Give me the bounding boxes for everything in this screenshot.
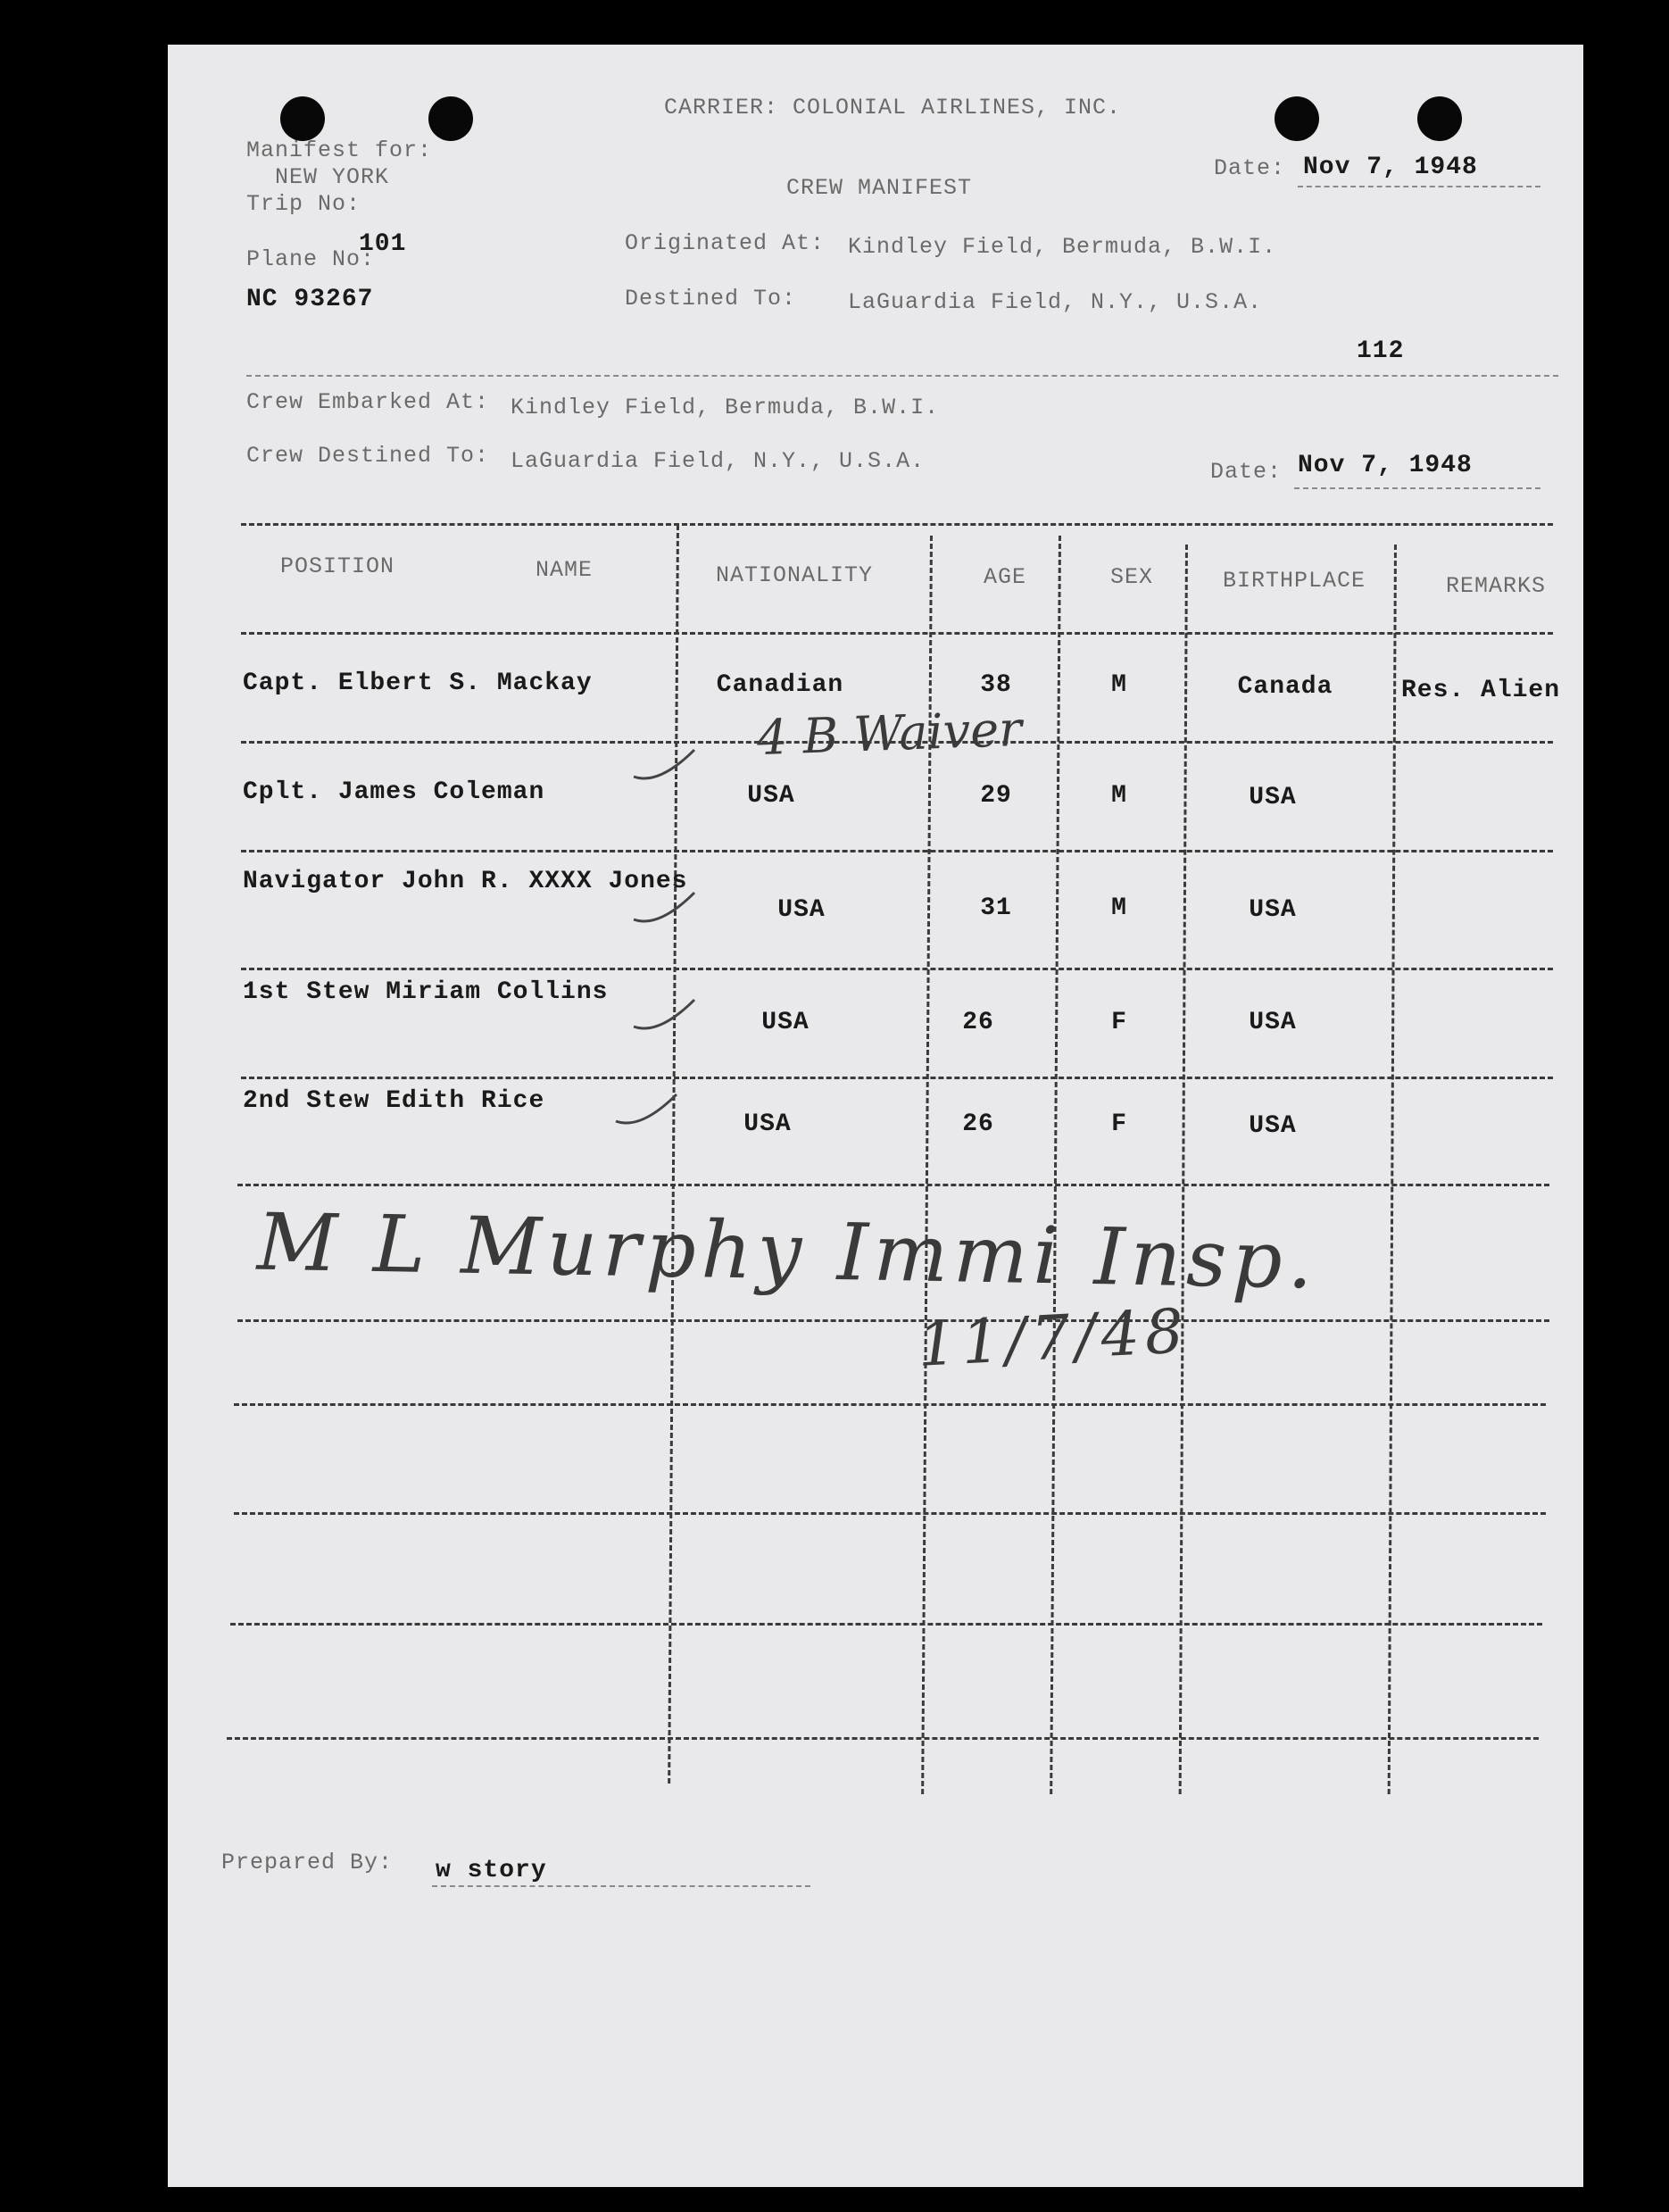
crew-destined-label: Crew Destined To:: [246, 443, 490, 469]
punch-hole-left-1: [280, 96, 325, 141]
check-mark: [614, 1085, 685, 1139]
check-mark: [632, 884, 703, 937]
crew-position-name: 2nd Stew Edith Rice: [243, 1087, 545, 1115]
aircraft-registration: NC 93267: [246, 286, 374, 313]
crew-age: 26: [962, 1009, 994, 1036]
col-divider-birthplace: [1179, 545, 1188, 1794]
punch-hole-right-2: [1417, 96, 1462, 141]
row-rule-4: [241, 1077, 1553, 1079]
prepared-by-underline: [432, 1885, 810, 1887]
crew-position-name: Capt. Elbert S. Mackay: [243, 669, 593, 697]
col-header-birthplace: BIRTHPLACE: [1222, 568, 1366, 594]
plane-no-label: Plane No:: [246, 246, 376, 272]
crew-birthplace: Canada: [1237, 673, 1333, 701]
crew-position-name: 1st Stew Miriam Collins: [243, 978, 609, 1006]
plane-no-value: 101: [359, 230, 407, 258]
row-rule-8: [234, 1512, 1546, 1515]
crew-nationality: USA: [743, 1110, 792, 1138]
col-header-sex: SEX: [1109, 564, 1154, 590]
col-header-remarks: REMARKS: [1445, 573, 1547, 599]
page-number: 112: [1357, 337, 1405, 365]
table-header-rule: [241, 632, 1553, 635]
row-rule-7: [234, 1403, 1546, 1406]
col-divider-sex: [1050, 536, 1061, 1794]
header-date-label: Date:: [1214, 155, 1286, 181]
crew-embarked-label: Crew Embarked At:: [246, 389, 490, 415]
waiver-note: 4 B Waiver: [755, 700, 1023, 767]
col-header-position: POSITION: [279, 553, 395, 579]
destined-label: Destined To:: [625, 286, 797, 312]
table-bottom-rule: [227, 1737, 1539, 1740]
crew-remarks: Res. Alien: [1401, 677, 1561, 704]
crew-nationality: USA: [761, 1009, 810, 1036]
crew-birthplace: USA: [1249, 1112, 1297, 1140]
col-header-name: NAME: [535, 557, 594, 583]
originated-label: Originated At:: [625, 230, 826, 256]
originated-value: Kindley Field, Bermuda, B.W.I.: [848, 234, 1277, 260]
inspection-date: 11/7/48: [916, 1296, 1191, 1381]
crew-birthplace: USA: [1249, 784, 1297, 811]
punch-hole-left-2: [428, 96, 473, 141]
crew-embarked-value: Kindley Field, Bermuda, B.W.I.: [511, 395, 940, 420]
inspector-signature: M L Murphy Immi Insp.: [256, 1195, 1319, 1307]
check-mark: [632, 741, 703, 794]
crew-birthplace: USA: [1249, 896, 1297, 924]
crew-age: 29: [980, 782, 1012, 810]
header-divider: [246, 375, 1558, 377]
prepared-by-value: w story: [436, 1857, 547, 1884]
table-top-rule: [241, 523, 1553, 526]
header-date-value: Nov 7, 1948: [1303, 154, 1478, 181]
row-rule-6: [237, 1319, 1549, 1322]
crew-sex: M: [1111, 782, 1127, 810]
check-mark: [632, 991, 703, 1044]
crew-sex: M: [1111, 894, 1127, 922]
manifest-for-value: NEW YORK: [275, 164, 390, 190]
crew-nationality: USA: [777, 896, 826, 924]
manifest-for-label: Manifest for:: [246, 137, 433, 163]
crew-age: 31: [980, 894, 1012, 922]
crew-sex: F: [1111, 1110, 1127, 1138]
crew-date-underline: [1294, 487, 1540, 489]
crew-nationality: Canadian: [716, 671, 844, 699]
crew-position-name: Cplt. James Coleman: [243, 778, 545, 806]
crew-sex: M: [1111, 671, 1127, 699]
col-header-nationality: NATIONALITY: [715, 562, 874, 588]
manifest-page: [168, 45, 1583, 2187]
crew-destined-value: LaGuardia Field, N.Y., U.S.A.: [511, 448, 926, 474]
crew-age: 38: [980, 671, 1012, 699]
prepared-by-label: Prepared By:: [221, 1850, 394, 1875]
col-header-age: AGE: [983, 564, 1027, 590]
header-date-underline: [1298, 186, 1540, 187]
col-divider-nationality: [668, 525, 679, 1784]
trip-no-label: Trip No:: [246, 191, 361, 217]
crew-position-name: Navigator John R. XXXX Jones: [243, 868, 688, 895]
carrier-heading: CARRIER: COLONIAL AIRLINES, INC.: [663, 95, 1122, 121]
punch-hole-right-1: [1275, 96, 1319, 141]
crew-date-label: Date:: [1210, 459, 1283, 485]
col-divider-remarks: [1388, 545, 1397, 1794]
crew-nationality: USA: [747, 782, 795, 810]
crew-date-value: Nov 7, 1948: [1298, 452, 1473, 479]
row-rule-2: [241, 850, 1553, 852]
crew-birthplace: USA: [1249, 1009, 1297, 1036]
row-rule-5: [237, 1184, 1549, 1186]
crew-sex: F: [1111, 1009, 1127, 1036]
row-rule-3: [241, 968, 1553, 970]
destined-value: LaGuardia Field, N.Y., U.S.A.: [848, 289, 1263, 315]
row-rule-9: [230, 1623, 1542, 1626]
document-title: CREW MANIFEST: [785, 175, 973, 201]
crew-age: 26: [962, 1110, 994, 1138]
